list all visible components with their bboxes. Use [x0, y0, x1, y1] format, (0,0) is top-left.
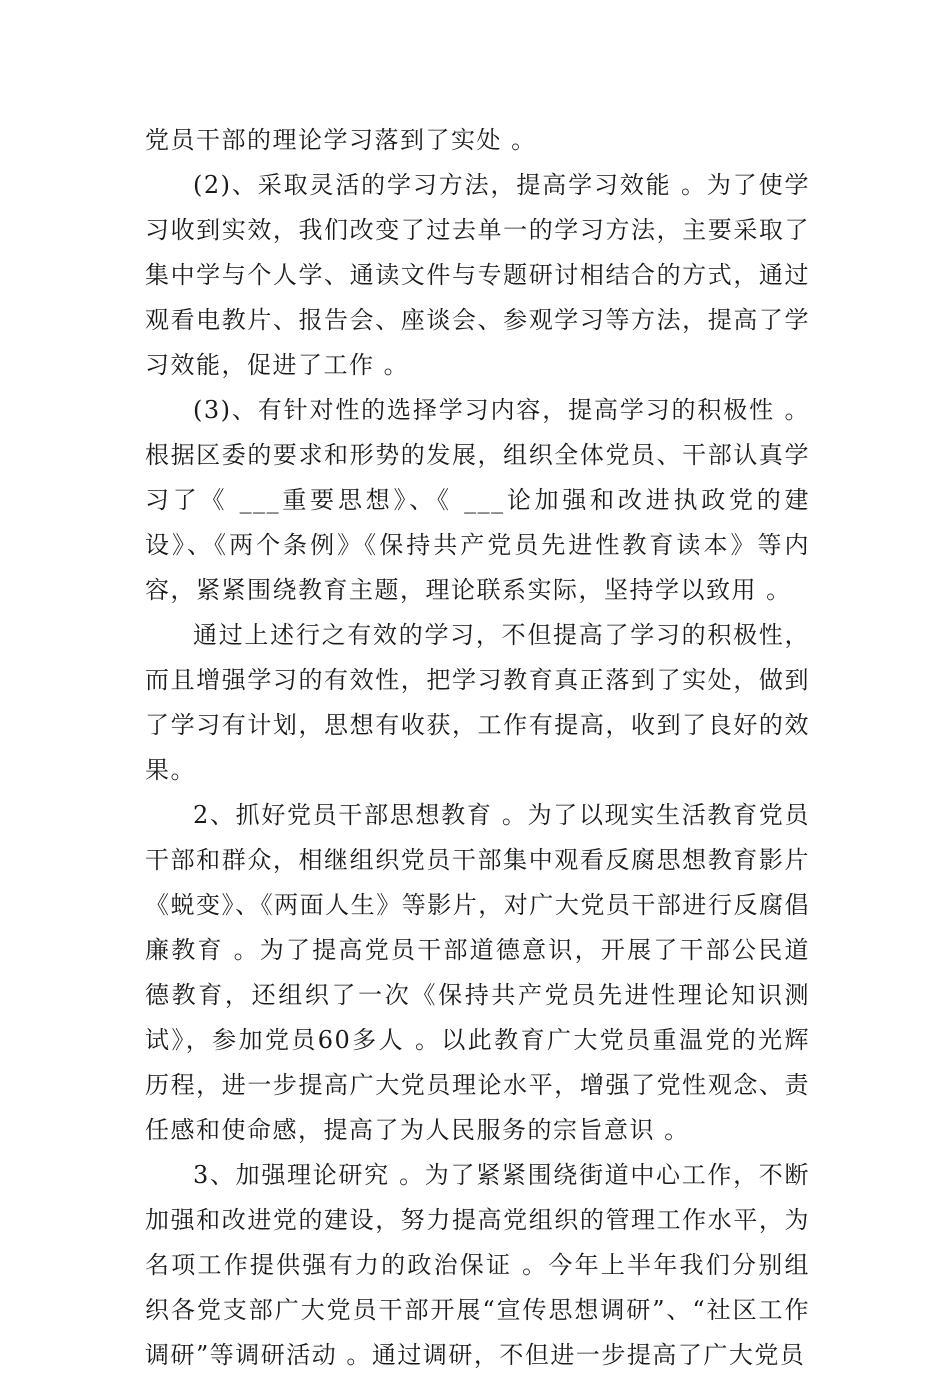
document-body	[145, 118, 810, 1378]
paragraph-learning-summary: 通过上述行之有效的学习，不但提高了学习的积极性，而且增强学习的有效性，把学习教育真正落到了实处，做到了学习有计划，思想有收获，工作有提高，收到了良好的效果。	[145, 621, 810, 784]
paragraph-ideological-education: 2、抓好党员干部思想教育 。为了以现实生活教育党员干部和群众，相继组织党员干部集中观看反腐思想教育影片《蜕变》、《两面人生》等影片，对广大党员干部进行反腐倡廉教育 。为了提高党员干部道德意识，开展了干部公民道德教育，还组织了一次《保持共产党员先进性理论知识测试》，参加党员60多人 。以此教育广大党员重温党的光辉历程，进一步提高广大党员理论水平，增强了党性观念、责任感和使命感，提高了为人民服务的宗旨意识 。	[145, 801, 810, 1144]
paragraph-learning-methods: (2)、采取灵活的学习方法，提高学习效能 。为了使学习收到实效，我们改变了过去单一的学习方法，主要采取了集中学与个人学、通读文件与专题研讨相结合的方式，通过观看电教片、报告会、座谈会、参观学习等方法，提高了学习效能，促进了工作 。	[145, 171, 810, 379]
paragraph-learning-content: (3)、有针对性的选择学习内容，提高学习的积极性 。根据区委的要求和形势的发展，组织全体党员、干部认真学习了《 ___重要思想》、《 ___论加强和改进执政党的建设》、《两个条例》《保持共产党员先进性教育读本》等内容，紧紧围绕教育主题，理论联系实际，坚持学以致用 。	[145, 396, 810, 604]
paragraph-theory-research: 3、加强理论研究 。为了紧紧围绕街道中心工作，不断加强和改进党的建设，努力提高党组织的管理工作水平，为名项工作提供强有力的政治保证 。今年上半年我们分别组织各党支部广大党员干部开展“宣传思想调研”、“社区工作调研”等调研活动 。通过调研，不但进一步提高了广大党员	[145, 1161, 810, 1369]
paragraph-continuation: 党员干部的理论学习落到了实处 。	[145, 126, 537, 154]
